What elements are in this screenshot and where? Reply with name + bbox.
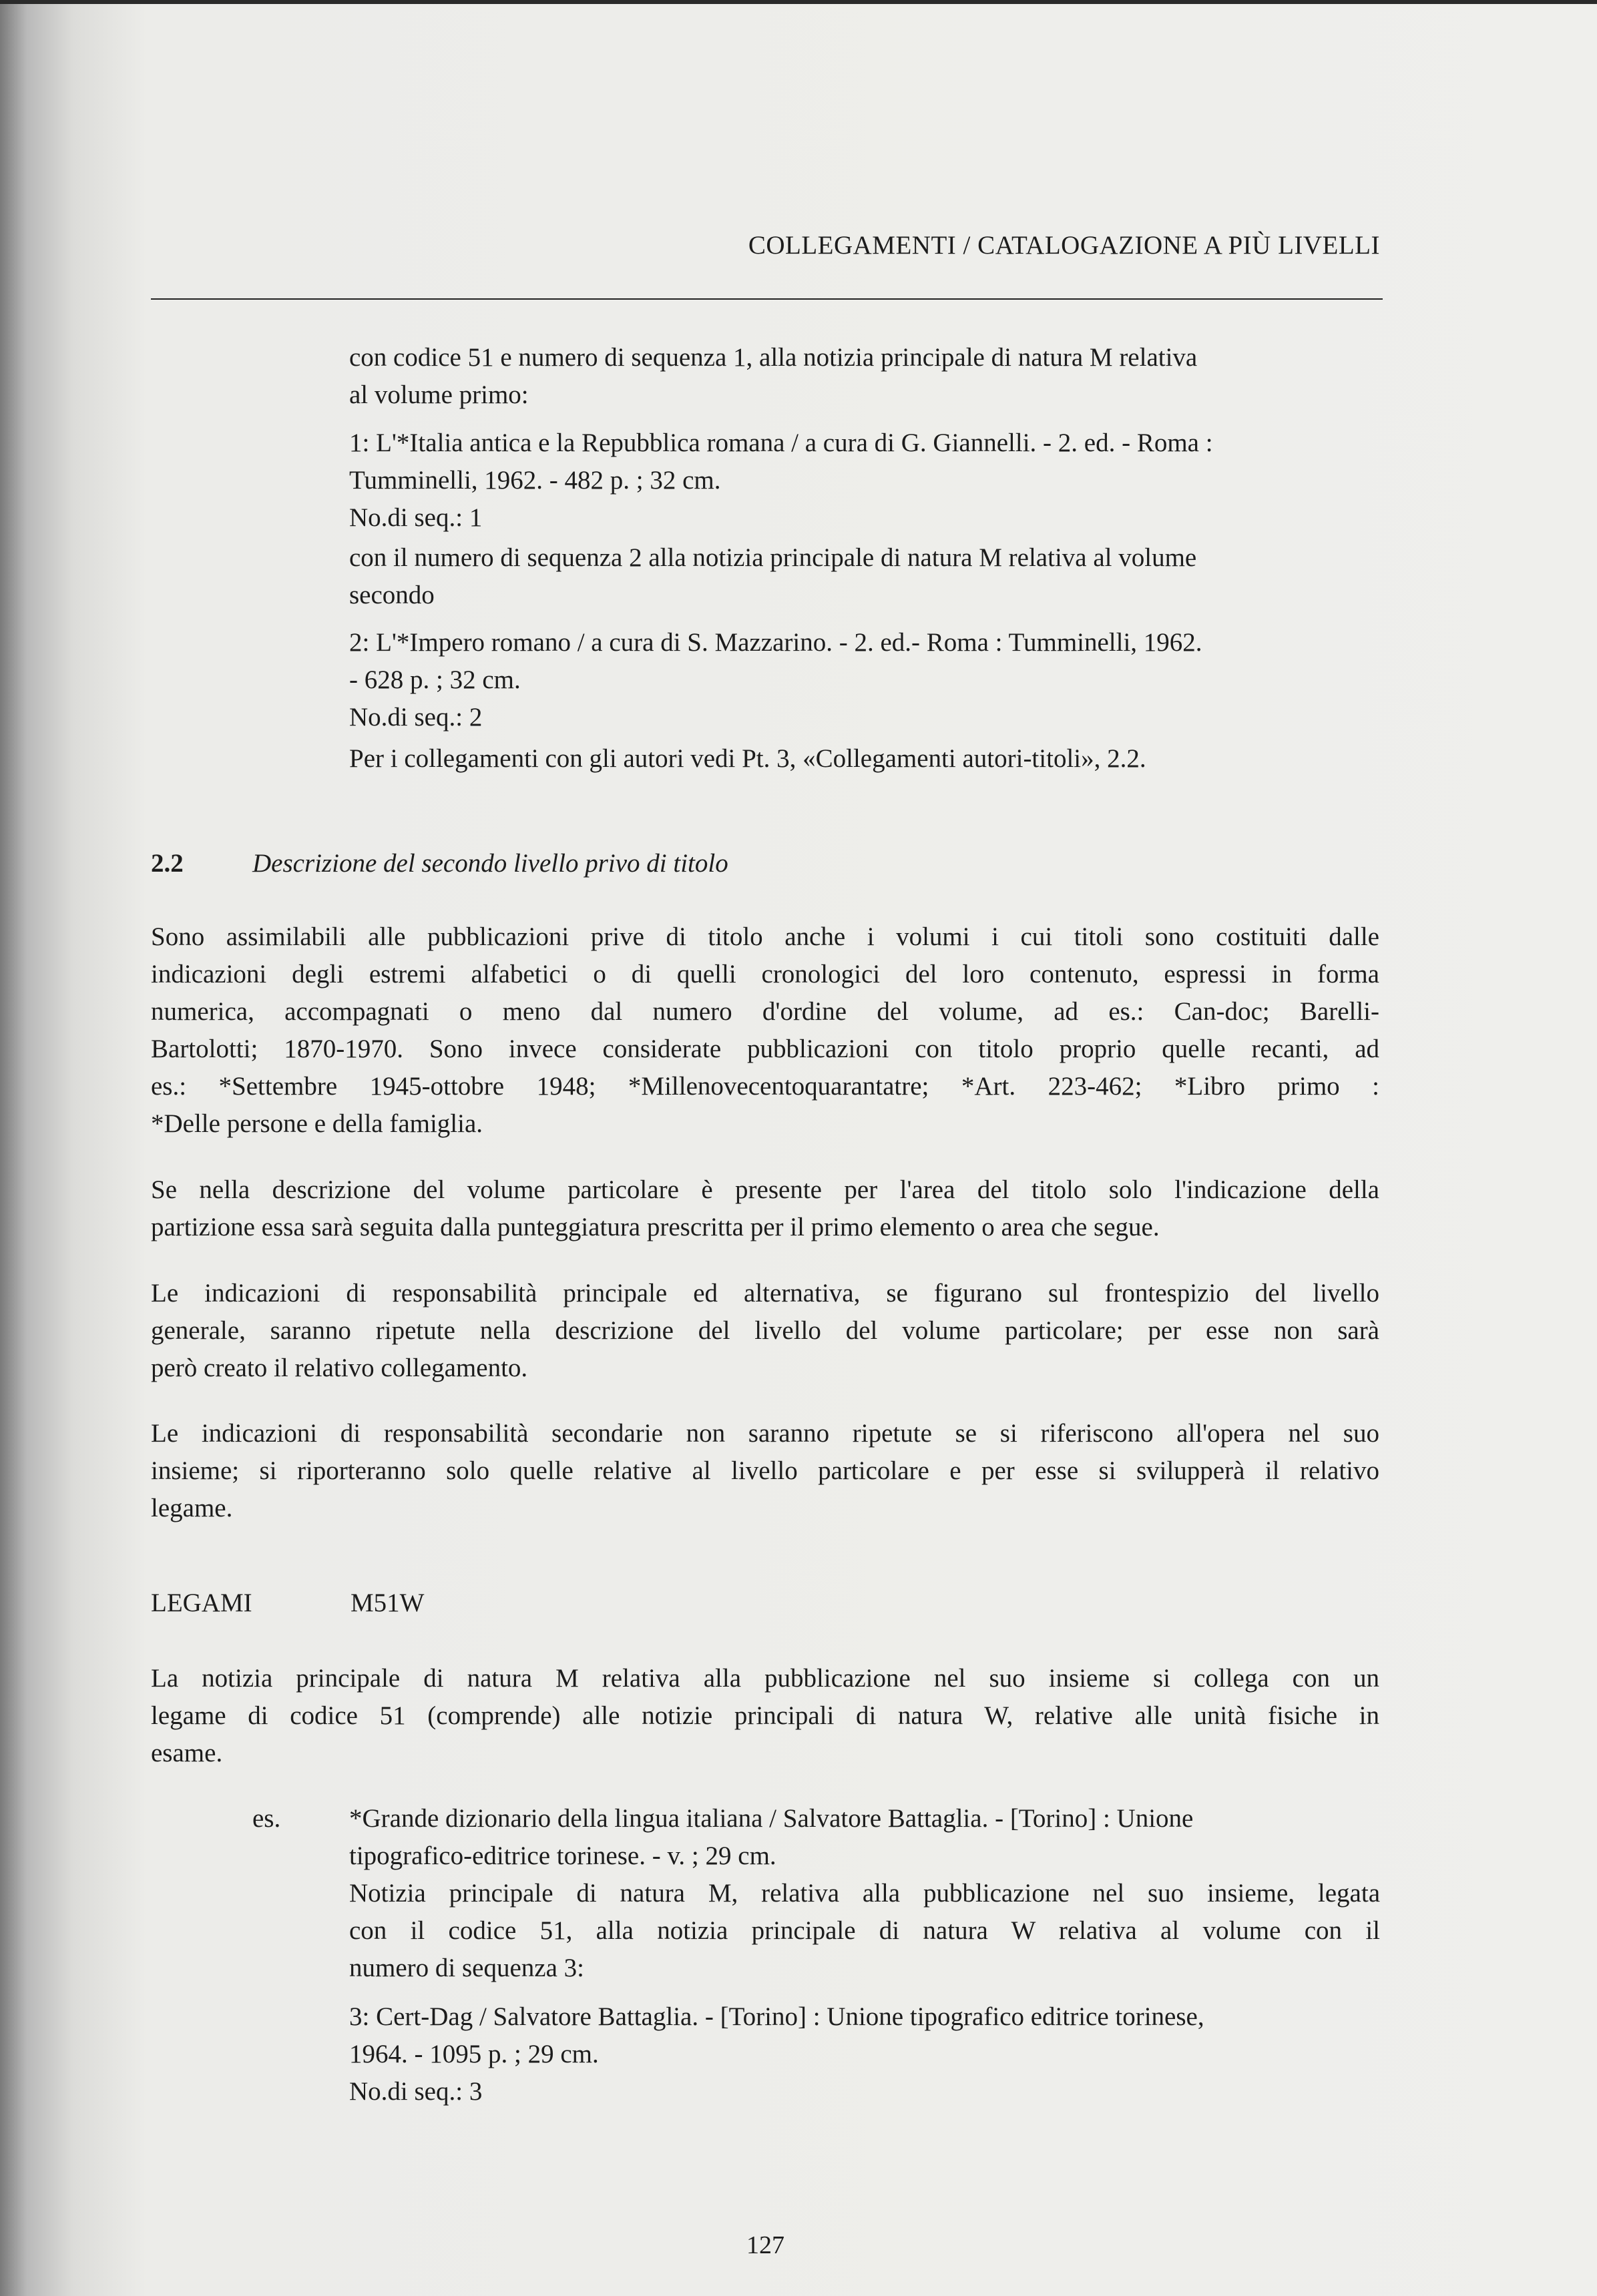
entry-1 — [349, 424, 1380, 537]
authors-note — [349, 740, 1380, 778]
text-line: con il numero di sequenza 2 alla notizia principale di natura M relativa al volume — [349, 543, 1197, 572]
text-line: generale, saranno ripetute nella descrizione del livello del volume particolare; per esse non sarà — [151, 1316, 1379, 1345]
text-line: tipografico-editrice torinese. - v. ; 29 cm. — [349, 1841, 776, 1870]
seq-number: No.di seq.: 1 — [349, 503, 483, 532]
header-rule — [151, 298, 1383, 300]
text-line: numerica, accompagnati o meno dal numero d'ordine del volume, ad es.: Can-doc; Barelli- — [151, 997, 1379, 1026]
text-line: Tumminelli, 1962. - 482 p. ; 32 cm. — [349, 466, 721, 495]
paragraph — [151, 1415, 1379, 1527]
text-line: Bartolotti; 1870-1970. Sono invece considerate pubblicazioni con titolo proprio quelle recanti, ad — [151, 1035, 1379, 1063]
text-line: Notizia principale di natura M, relativa alla pubblicazione nel suo insieme, legata — [349, 1879, 1380, 1908]
text-line: La notizia principale di natura M relativa alla pubblicazione nel suo insieme si collega con un — [151, 1664, 1379, 1693]
text-line: con il codice 51, alla notizia principale di natura W relativa al volume con il — [349, 1916, 1380, 1945]
example-entry — [349, 1800, 1380, 1875]
paragraph — [151, 1171, 1379, 1246]
text-line: esame. — [151, 1739, 223, 1767]
text-line: numero di sequenza 3: — [349, 1954, 584, 1982]
seq-number: No.di seq.: 2 — [349, 703, 483, 732]
paragraph — [151, 1275, 1379, 1387]
seq-number: No.di seq.: 3 — [349, 2077, 483, 2106]
running-head: COLLEGAMENTI / CATALOGAZIONE A PIÙ LIVELLI — [748, 231, 1380, 260]
text-line: con codice 51 e numero di sequenza 1, alla notizia principale di natura M relativa — [349, 343, 1198, 372]
legami-description — [151, 1660, 1379, 1772]
text-line: però creato il relativo collegamento. — [151, 1354, 528, 1382]
text-line: Le indicazioni di responsabilità principale ed alternativa, se figurano sul frontespizio del livello — [151, 1279, 1379, 1308]
legami-label: LEGAMI — [151, 1589, 252, 1617]
legami-code: M51W — [351, 1589, 425, 1617]
top-edge — [0, 0, 1597, 4]
text-line: - 628 p. ; 32 cm. — [349, 665, 521, 694]
text-line: al volume primo: — [349, 380, 529, 409]
example-sub-entry — [349, 1998, 1380, 2110]
section-number: 2.2 — [151, 849, 184, 878]
example-label: es. — [252, 1804, 281, 1833]
text-line: indicazioni degli estremi alfabetici o di quelli cronologici del loro contenuto, espressi in forma — [151, 960, 1379, 988]
example-note — [349, 1875, 1380, 1987]
text-line: *Grande dizionario della lingua italiana / Salvatore Battaglia. - [Torino] : Unione — [349, 1804, 1194, 1833]
text-line: legame di codice 51 (comprende) alle notizie principali di natura W, relative alle unità fisiche in — [151, 1701, 1379, 1730]
text-line: 1: L'*Italia antica e la Repubblica romana / a cura di G. Giannelli. - 2. ed. - Roma : — [349, 428, 1213, 457]
text-line: 3: Cert-Dag / Salvatore Battaglia. - [Torino] : Unione tipografico editrice torinese, — [349, 2002, 1204, 2031]
text-line: partizione essa sarà seguita dalla punteggiatura prescritta per il primo elemento o area che segue. — [151, 1213, 1160, 1241]
text-line: 2: L'*Impero romano / a cura di S. Mazzarino. - 2. ed.- Roma : Tumminelli, 1962. — [349, 628, 1202, 657]
text-line: secondo — [349, 581, 435, 609]
paragraph — [151, 918, 1379, 1143]
page-number: 127 — [746, 2231, 784, 2259]
text-line: Se nella descrizione del volume particolare è presente per l'area del titolo solo l'indicazione della — [151, 1175, 1379, 1204]
text-line: Per i collegamenti con gli autori vedi Pt. 3, «Collegamenti autori-titoli», 2.2. — [349, 744, 1146, 773]
intro-text-2 — [349, 539, 1380, 614]
intro-text — [349, 339, 1380, 414]
text-line: Sono assimilabili alle pubblicazioni prive di titolo anche i volumi i cui titoli sono costituiti dalle — [151, 922, 1379, 951]
text-line: es.: *Settembre 1945-ottobre 1948; *Millenovecentoquarantatre; *Art. 223-462; *Libro primo : — [151, 1072, 1379, 1101]
text-line: legame. — [151, 1494, 233, 1522]
text-line: insieme; si riporteranno solo quelle relative al livello particolare e per esse si svilupperà il relativo — [151, 1456, 1379, 1485]
text-line: 1964. - 1095 p. ; 29 cm. — [349, 2040, 599, 2068]
text-line: *Delle persone e della famiglia. — [151, 1109, 483, 1138]
text-line: Le indicazioni di responsabilità secondarie non saranno ripetute se si riferiscono all'opera nel suo — [151, 1419, 1379, 1448]
section-title: Descrizione del secondo livello privo di titolo — [252, 849, 728, 878]
entry-2 — [349, 624, 1380, 736]
